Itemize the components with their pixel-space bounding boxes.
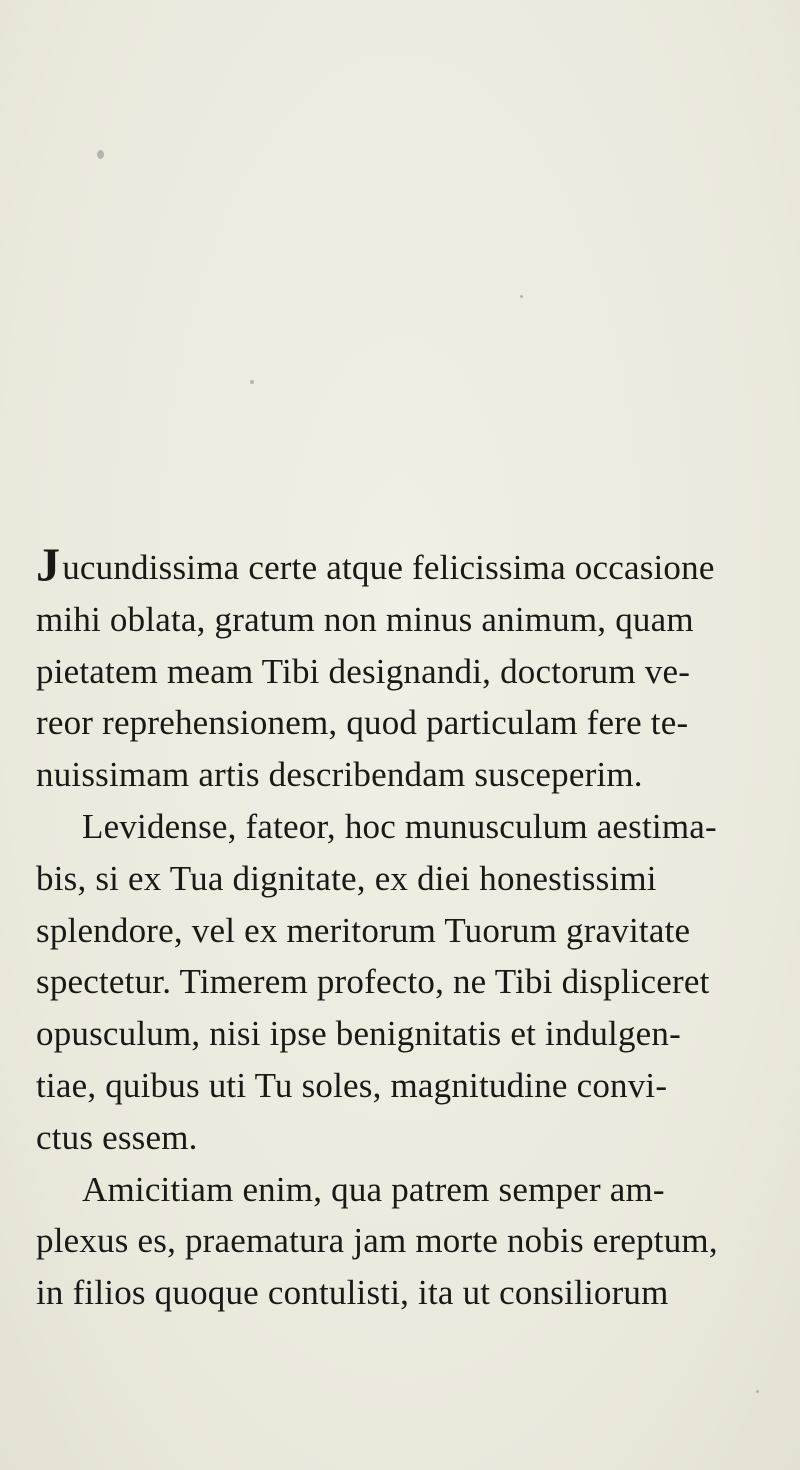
text-line-10: opusculum, nisi ipse benignitatis et indulgen- xyxy=(36,1014,681,1054)
drop-cap: J xyxy=(36,539,61,592)
text-line-13: Amicitiam enim, qua patrem semper am- xyxy=(82,1169,665,1209)
text-line-15: in filios quoque contulisti, ita ut consiliorum xyxy=(36,1273,669,1313)
text-line-11: tiae, quibus uti Tu soles, magnitudine convi- xyxy=(36,1065,668,1105)
body-text xyxy=(36,539,776,1319)
paper-speck xyxy=(520,295,523,298)
text-line-2: mihi oblata, gratum non minus animum, quam xyxy=(36,599,694,639)
paper-speck xyxy=(756,1390,759,1393)
text-line-6: Levidense, fateor, hoc munusculum aestima- xyxy=(82,806,717,846)
text-line-9: spectetur. Timerem profecto, ne Tibi displiceret xyxy=(36,962,710,1002)
paper-speck xyxy=(250,380,254,384)
text-line-8: splendore, vel ex meritorum Tuorum gravitate xyxy=(36,910,691,950)
text-line-12: ctus essem. xyxy=(36,1117,198,1157)
text-line-14: plexus es, praematura jam morte nobis ereptum, xyxy=(36,1221,718,1261)
text-line-1: Jucundissima certe atque felicissima occasione xyxy=(36,539,715,592)
text-line-3: pietatem meam Tibi designandi, doctorum ve- xyxy=(36,651,691,691)
text-line-4: reor reprehensionem, quod particulam fere te- xyxy=(36,703,689,743)
paper-speck xyxy=(97,150,104,159)
text-line-7: bis, si ex Tua dignitate, ex diei honestissimi xyxy=(36,858,657,898)
text-line-5: nuissimam artis describendam susceperim. xyxy=(36,755,643,795)
